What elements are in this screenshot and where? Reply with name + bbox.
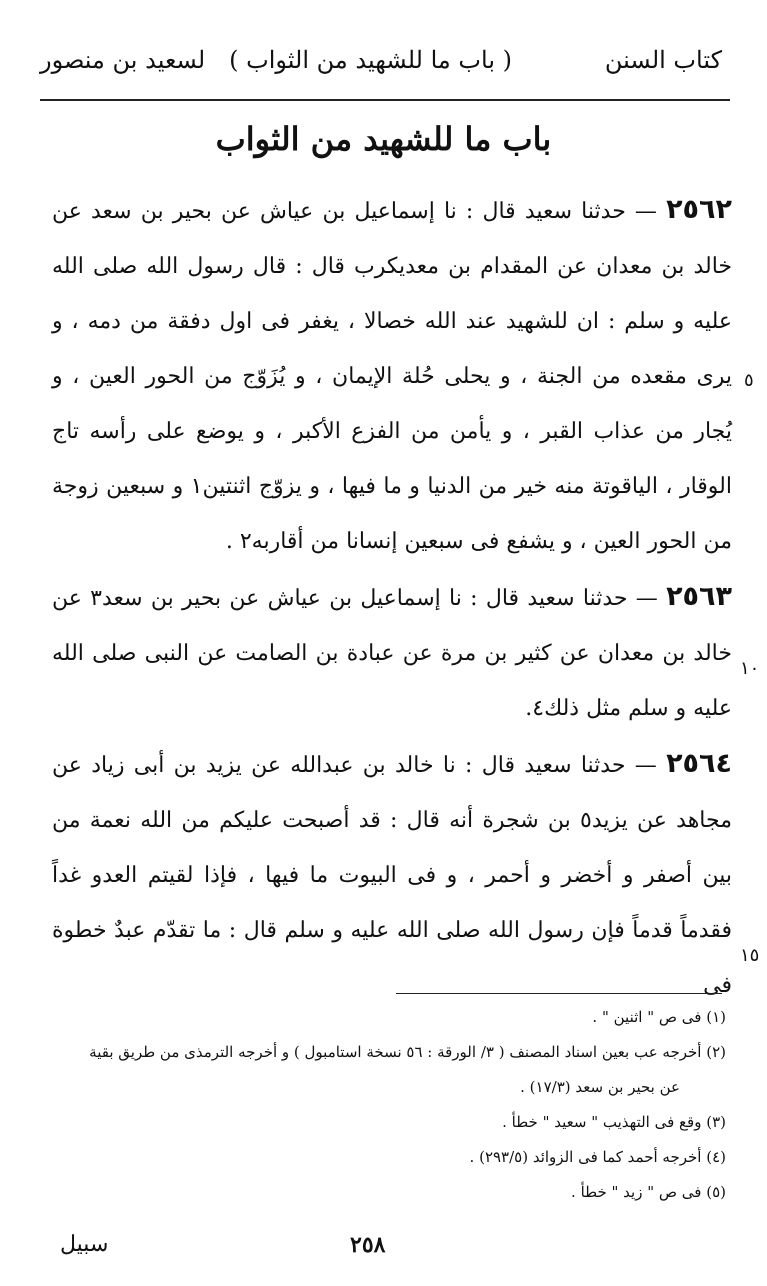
catchword: سبيل: [60, 1232, 109, 1257]
hadith-number: ٢٥٦٣: [666, 581, 732, 612]
footnote-2-cont: عن بحير بن سعد (١٧/٣) .: [520, 1078, 680, 1096]
footnote-4: (٤) أخرجه أحمد كما فى الزوائد (٢٩٣/٥) .: [469, 1148, 726, 1166]
footnote-rule: [396, 993, 722, 994]
header-chapter-title: ( باب ما للشهيد من الثواب ): [229, 46, 512, 74]
hadith-number: ٢٥٦٢: [666, 194, 732, 225]
chapter-title: باب ما للشهيد من الثواب: [215, 120, 552, 158]
hadith-2563: [52, 569, 732, 736]
header-author: لسعيد بن منصور: [40, 46, 206, 74]
hadith-text: — حدثنا سعيد قال : نا خالد بن عبدالله عن يزيد بن أبى زياد عن مجاهد عن يزيد٥ بن شجرة أنه قال : قد أصبحت عليكم من الله نعمة من بين أصفر و أخضر و أحمر ، و فى البيوت ما فيها ، فإذا لقيتم العدو غداً فقدماً قدماً فإن رسول الله صلى الله عليه و سلم قال : ما تقدّم عبدٌ خطوة فى: [52, 753, 732, 998]
line-mark-5: ٥: [744, 370, 754, 391]
footnote-2: (٢) أخرجه عب بعين اسناد المصنف ( ٣/ الورقة : ٥٦ نسخة استامبول ) و أخرجه الترمذى من طريق بقية: [89, 1043, 726, 1061]
hadith-2562: [52, 182, 732, 569]
footnotes: [46, 1000, 726, 1210]
line-mark-10: ١٠: [740, 658, 760, 679]
header-book-title: كتاب السنن: [604, 46, 722, 74]
page-number: ٢٥٨: [350, 1232, 386, 1258]
running-header: [40, 38, 732, 98]
footnote-5: (٥) فى ص " زيد " خطأ .: [571, 1183, 726, 1201]
page-footer: [0, 1228, 767, 1268]
hadith-2564: [52, 736, 732, 1013]
header-rule: [40, 99, 730, 101]
line-mark-15: ١٥: [740, 945, 760, 966]
footnote-1: (١) فى ص " اثنين " .: [592, 1008, 726, 1026]
footnote-3: (٣) وقع فى التهذيب " سعيد " خطأ .: [502, 1113, 726, 1131]
hadith-text: — حدثنا سعيد قال : نا إسماعيل بن عياش عن بحير بن سعد عن خالد بن معدان عن المقدام بن معديكرب قال : قال رسول الله صلى الله عليه و سلم : ان للشهيد عند الله خصالا ، يغفر فى اول دفقة من دمه ، و يرى مقعده من الجنة ، و يحلى حُلة الإيمان ، و يُزَوّج من الحور العين ، و يُجار من عذاب القبر ، و يأمن من الفزع الأكبر ، و يوضع على رأسه تاج الوقار ، الياقوتة منه خير من الدنيا و ما فيها ، و يزوّج اثنتين١ و سبعين زوجة من الحور العين ، و يشفع فى سبعين إنسانا من أقاربه٢ .: [52, 199, 732, 554]
hadith-number: ٢٥٦٤: [666, 748, 732, 779]
main-text: [52, 182, 732, 1013]
hadith-text: — حدثنا سعيد قال : نا إسماعيل بن عياش عن بحير بن سعد٣ عن خالد بن معدان عن كثير بن مرة عن عبادة بن الصامت عن النبى صلى الله عليه و سلم مثل ذلك٤.: [52, 586, 732, 721]
